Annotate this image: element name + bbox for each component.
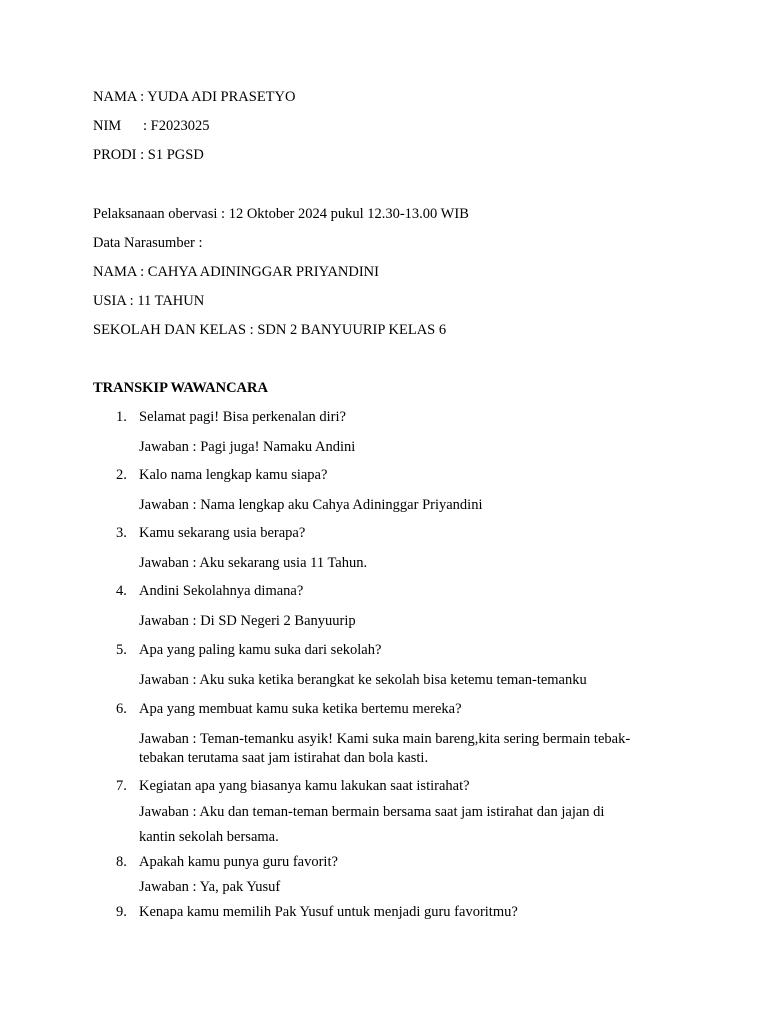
- question-number: 7.: [116, 778, 127, 794]
- data-narasumber-label: Data Narasumber :: [93, 235, 203, 251]
- student-name: NAMA : YUDA ADI PRASETYO: [93, 89, 296, 105]
- answer-text: Jawaban : Ya, pak Yusuf: [139, 879, 281, 895]
- question-number: 8.: [116, 854, 127, 870]
- question-text: Kamu sekarang usia berapa?: [139, 525, 306, 541]
- question-number: 3.: [116, 525, 127, 541]
- question-text: Apa yang paling kamu suka dari sekolah?: [139, 642, 382, 658]
- question-number: 4.: [116, 583, 127, 599]
- question-text: Kalo nama lengkap kamu siapa?: [139, 467, 328, 483]
- transcript-title: TRANSKIP WAWANCARA: [93, 380, 268, 396]
- answer-text: Jawaban : Aku sekarang usia 11 Tahun.: [139, 555, 368, 571]
- answer-text-line-1: Jawaban : Teman-temanku asyik! Kami suka main bareng,kita sering bermain tebak-: [139, 731, 631, 747]
- answer-text: Jawaban : Aku suka ketika berangkat ke sekolah bisa ketemu teman-temanku: [139, 672, 587, 688]
- student-prodi: PRODI : S1 PGSD: [93, 147, 204, 163]
- question-text: Andini Sekolahnya dimana?: [139, 583, 304, 599]
- question-number: 9.: [116, 904, 127, 920]
- narasumber-name: NAMA : CAHYA ADININGGAR PRIYANDINI: [93, 264, 379, 280]
- answer-text: Jawaban : Pagi juga! Namaku Andini: [139, 439, 356, 455]
- question-number: 6.: [116, 701, 127, 717]
- question-number: 2.: [116, 467, 127, 483]
- question-number: 5.: [116, 642, 127, 658]
- answer-text: Jawaban : Nama lengkap aku Cahya Adininggar Priyandini: [139, 497, 483, 513]
- observation-date: Pelaksanaan obervasi : 12 Oktober 2024 pukul 12.30-13.00 WIB: [93, 206, 469, 222]
- question-text: Kegiatan apa yang biasanya kamu lakukan saat istirahat?: [139, 778, 470, 794]
- question-text: Selamat pagi! Bisa perkenalan diri?: [139, 409, 346, 425]
- answer-text-line-2: tebakan terutama saat jam istirahat dan bola kasti.: [139, 750, 429, 766]
- question-text: Kenapa kamu memilih Pak Yusuf untuk menjadi guru favoritmu?: [139, 904, 518, 920]
- nim-value: : F2023025: [143, 118, 210, 134]
- answer-text: Jawaban : Di SD Negeri 2 Banyuurip: [139, 613, 356, 629]
- answer-text-line-1: Jawaban : Aku dan teman-teman bermain bersama saat jam istirahat dan jajan di: [139, 804, 605, 820]
- nim-label: NIM: [93, 118, 122, 134]
- answer-text-line-2: kantin sekolah bersama.: [139, 829, 279, 845]
- student-nim: [93, 117, 209, 135]
- narasumber-age: USIA : 11 TAHUN: [93, 293, 205, 309]
- question-text: Apakah kamu punya guru favorit?: [139, 854, 338, 870]
- narasumber-school: SEKOLAH DAN KELAS : SDN 2 BANYUURIP KELAS 6: [93, 322, 447, 338]
- question-text: Apa yang membuat kamu suka ketika bertemu mereka?: [139, 701, 462, 717]
- question-number: 1.: [116, 409, 127, 425]
